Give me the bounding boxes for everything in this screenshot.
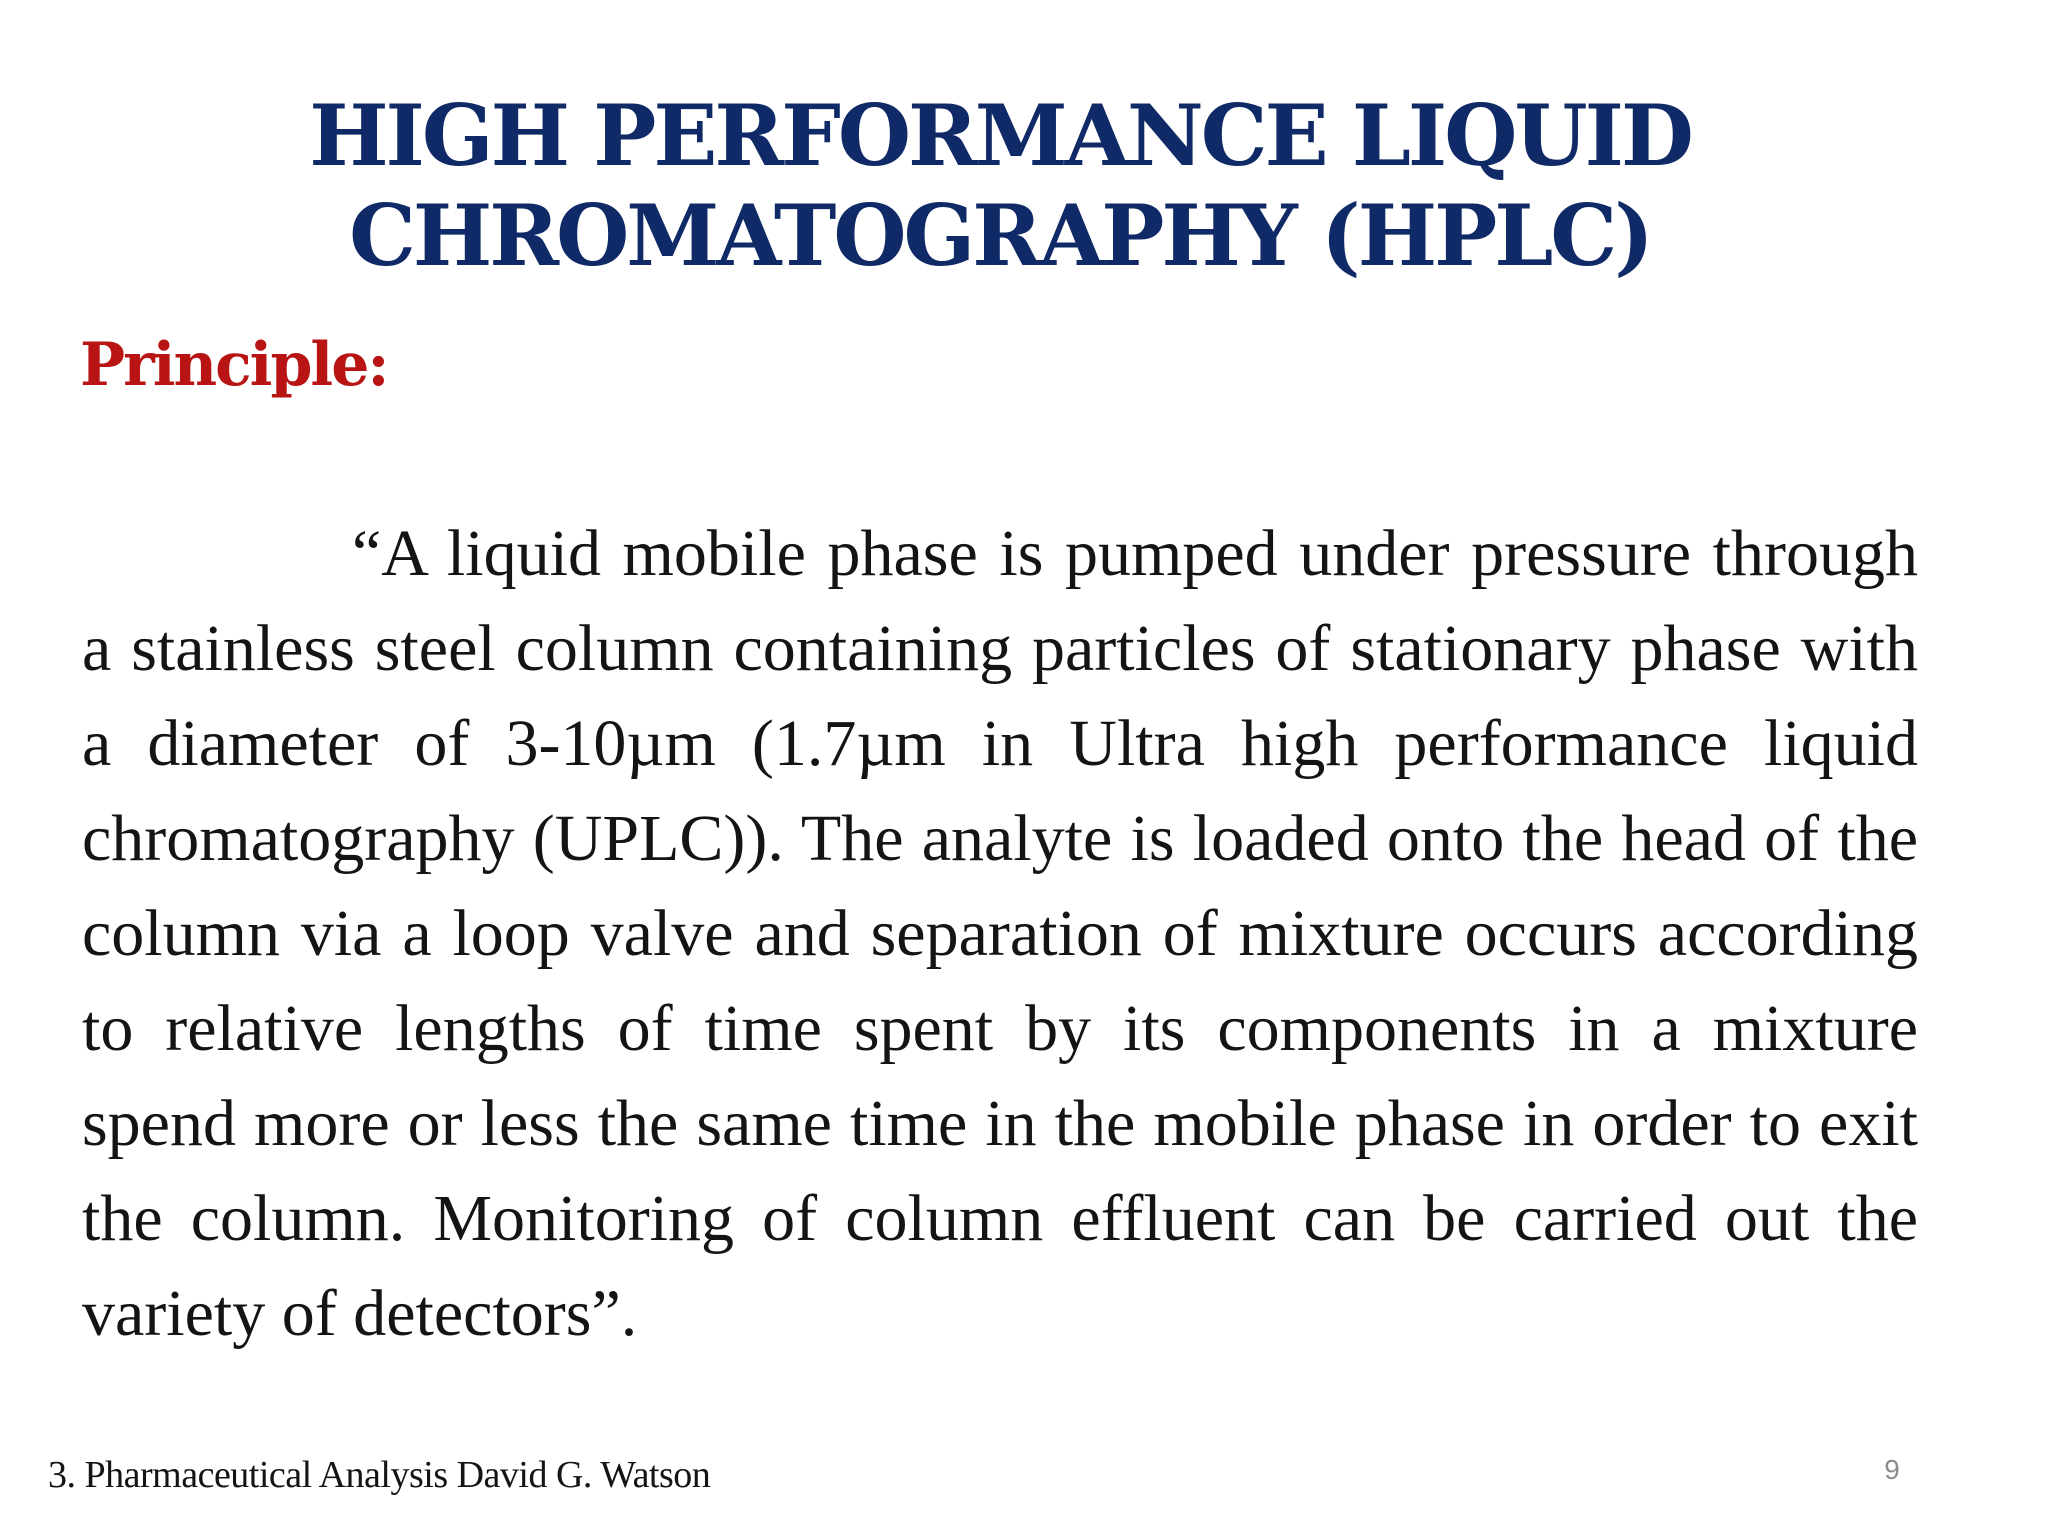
page-number: 9: [1884, 1454, 1900, 1485]
principle-heading: Principle:: [80, 330, 388, 400]
principle-body-text: “A liquid mobile phase is pumped under pressure through a stainless steel column containing particles of stationary phase with a diameter of 3-10µm (1.7µm in Ultra high performance liquid chromatography (UPLC)). The analyte is loaded onto the head of the column via a loop valve and separation of mixture occurs according to relative lengths of time spent by its components in a mixture spend more or less the same time in the mobile phase in order to exit the column. Monitoring of column effluent can be carried out the variety of detectors”.: [82, 517, 1918, 1350]
slide-title: [300, 86, 1700, 286]
reference-citation: 3. Pharmaceutical Analysis David G. Watson: [48, 1454, 711, 1496]
slide-title-line-1: HIGH PERFORMANCE LIQUID: [309, 86, 1691, 185]
slide-title-line-2: CHROMATOGRAPHY (HPLC): [349, 186, 1651, 285]
